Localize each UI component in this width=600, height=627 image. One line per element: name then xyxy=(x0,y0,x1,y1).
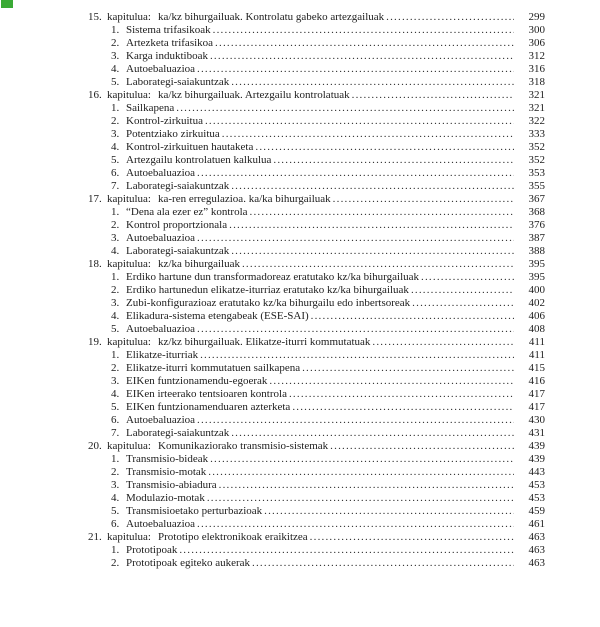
dot-leader xyxy=(289,388,514,401)
chapter-page-number: 463 xyxy=(528,531,545,543)
item-page-number: 439 xyxy=(528,453,545,465)
toc-chapter-row xyxy=(0,336,545,349)
toc-item-row xyxy=(0,557,545,570)
dot-leader xyxy=(333,193,514,206)
toc-chapter-row xyxy=(0,193,545,206)
item-title: Karga induktiboak xyxy=(126,50,208,62)
item-number: 5. xyxy=(111,401,120,413)
item-page-number: 352 xyxy=(528,141,545,153)
item-page-number: 400 xyxy=(528,284,545,296)
item-title: Modulazio-motak xyxy=(126,492,205,504)
item-title: Transmisioetako perturbazioak xyxy=(126,505,263,517)
dot-leader xyxy=(210,50,514,63)
dot-leader xyxy=(197,63,514,76)
item-page-number: 333 xyxy=(528,128,545,140)
toc-item-row xyxy=(0,297,545,310)
item-number: 1. xyxy=(111,102,120,114)
toc-item-row xyxy=(0,50,545,63)
item-title: Elikatze-iturriak xyxy=(126,349,199,361)
toc-item-row xyxy=(0,544,545,557)
toc-item-row xyxy=(0,518,545,531)
item-page-number: 387 xyxy=(528,232,545,244)
toc-item-row xyxy=(0,219,545,232)
item-page-number: 353 xyxy=(528,167,545,179)
toc-item-row xyxy=(0,141,545,154)
item-number: 1. xyxy=(111,271,120,283)
toc-item-row xyxy=(0,284,545,297)
item-number: 2. xyxy=(111,362,120,374)
item-number: 2. xyxy=(111,284,120,296)
dot-leader xyxy=(352,89,514,102)
item-page-number: 352 xyxy=(528,154,545,166)
dot-leader xyxy=(311,310,514,323)
item-number: 1. xyxy=(111,453,120,465)
item-page-number: 368 xyxy=(528,206,545,218)
item-title: Artezgailu kontrolatuen kalkulua xyxy=(126,154,272,166)
dot-leader xyxy=(386,11,514,24)
item-title: Laborategi-saiakuntzak xyxy=(126,180,230,192)
item-page-number: 355 xyxy=(528,180,545,192)
toc-item-row xyxy=(0,362,545,375)
item-title: EIKen funtzionamendu-egoerak xyxy=(126,375,268,387)
item-title: Transmisio-bideak xyxy=(126,453,209,465)
item-page-number: 312 xyxy=(528,50,545,62)
toc-item-row xyxy=(0,76,545,89)
chapter-kapitulua-label: kapitulua: xyxy=(107,258,151,270)
dot-leader xyxy=(269,375,514,388)
item-number: 5. xyxy=(111,505,120,517)
item-title: Prototipoak egiteko aukerak xyxy=(126,557,251,569)
item-title: Elikadura-sistema etengabeak (ESE-SAI) xyxy=(126,310,309,322)
toc-item-row xyxy=(0,102,545,115)
item-number: 5. xyxy=(111,323,120,335)
item-page-number: 417 xyxy=(528,388,545,400)
item-page-number: 417 xyxy=(528,401,545,413)
toc-item-row xyxy=(0,375,545,388)
toc-item-row xyxy=(0,206,545,219)
item-number: 3. xyxy=(111,50,120,62)
dot-leader xyxy=(273,154,514,167)
item-title: Autoebaluazioa xyxy=(126,414,196,426)
item-number: 7. xyxy=(111,180,120,192)
item-page-number: 321 xyxy=(528,102,545,114)
item-title: Kontrol-zirkuitua xyxy=(126,115,203,127)
item-page-number: 300 xyxy=(528,24,545,36)
toc-item-row xyxy=(0,245,545,258)
dot-leader xyxy=(231,245,514,258)
dot-leader xyxy=(411,284,514,297)
item-title: “Dena ala ezer ez” kontrola xyxy=(126,206,248,218)
toc-item-row xyxy=(0,427,545,440)
dot-leader xyxy=(250,206,514,219)
chapter-kapitulua-label: kapitulua: xyxy=(107,11,151,23)
dot-leader xyxy=(215,37,514,50)
toc-item-row xyxy=(0,492,545,505)
item-number: 1. xyxy=(111,206,120,218)
item-page-number: 416 xyxy=(528,375,545,387)
item-title: Artezketa trifasikoa xyxy=(126,37,214,49)
dot-leader xyxy=(372,336,514,349)
dot-leader xyxy=(197,323,514,336)
item-title: Autoebaluazioa xyxy=(126,63,196,75)
dot-leader xyxy=(205,115,514,128)
dot-leader xyxy=(200,349,514,362)
chapter-number: 16. xyxy=(88,89,102,101)
dot-leader xyxy=(213,24,514,37)
dot-leader xyxy=(207,492,514,505)
item-title: EIKen irteerako tentsioaren kontrola xyxy=(126,388,287,400)
item-number: 2. xyxy=(111,557,120,569)
toc-item-row xyxy=(0,310,545,323)
toc-item-row xyxy=(0,323,545,336)
item-title: EIKen funtzionamenduaren azterketa xyxy=(126,401,291,413)
item-number: 4. xyxy=(111,245,120,257)
dot-leader xyxy=(231,427,514,440)
dot-leader xyxy=(222,128,514,141)
item-title: Autoebaluazioa xyxy=(126,232,196,244)
item-title: Erdiko hartune dun transformadoreaz eratutako kz/ka bihurgailuak xyxy=(126,271,420,283)
item-page-number: 463 xyxy=(528,544,545,556)
toc-item-row xyxy=(0,128,545,141)
chapter-page-number: 411 xyxy=(528,336,545,348)
item-number: 4. xyxy=(111,141,120,153)
item-title: Autoebaluazioa xyxy=(126,323,196,335)
item-number: 4. xyxy=(111,63,120,75)
chapter-number: 21. xyxy=(88,531,102,543)
toc-item-row xyxy=(0,466,545,479)
toc-item-row xyxy=(0,271,545,284)
toc-item-row xyxy=(0,167,545,180)
toc-item-row xyxy=(0,349,545,362)
toc-chapter-row xyxy=(0,531,545,544)
toc-item-row xyxy=(0,154,545,167)
item-title: Autoebaluazioa xyxy=(126,167,196,179)
chapter-kapitulua-label: kapitulua: xyxy=(107,193,151,205)
item-number: 5. xyxy=(111,76,120,88)
item-number: 2. xyxy=(111,37,120,49)
toc-item-row xyxy=(0,232,545,245)
chapter-number: 20. xyxy=(88,440,102,452)
item-page-number: 431 xyxy=(528,427,545,439)
toc-item-row xyxy=(0,388,545,401)
item-title: Elikatze-iturri kommutatuen sailkapena xyxy=(126,362,301,374)
item-number: 4. xyxy=(111,492,120,504)
item-number: 1. xyxy=(111,544,120,556)
item-page-number: 430 xyxy=(528,414,545,426)
chapter-number: 17. xyxy=(88,193,102,205)
item-number: 1. xyxy=(111,349,120,361)
dot-leader xyxy=(208,466,514,479)
item-number: 7. xyxy=(111,427,120,439)
item-title: Sistema trifasikoak xyxy=(126,24,211,36)
dot-leader xyxy=(179,544,514,557)
item-page-number: 406 xyxy=(528,310,545,322)
item-title: Transmisio-abiadura xyxy=(126,479,217,491)
dot-leader xyxy=(421,271,514,284)
item-number: 2. xyxy=(111,115,120,127)
item-number: 5. xyxy=(111,154,120,166)
item-number: 3. xyxy=(111,479,120,491)
dot-leader xyxy=(302,362,514,375)
chapter-title: kz/ka bihurgailuak xyxy=(158,258,240,270)
item-title: Kontrol-zirkuituen hautaketa xyxy=(126,141,254,153)
item-page-number: 453 xyxy=(528,492,545,504)
item-page-number: 322 xyxy=(528,115,545,127)
item-number: 4. xyxy=(111,310,120,322)
item-title: Sailkapena xyxy=(126,102,175,114)
item-page-number: 408 xyxy=(528,323,545,335)
item-number: 2. xyxy=(111,219,120,231)
corner-marker xyxy=(1,0,13,8)
item-title: Kontrol proportzionala xyxy=(126,219,228,231)
chapter-title: ka/kz bihurgailuak. Artezgailu kontrolatuak xyxy=(158,89,350,101)
chapter-page-number: 439 xyxy=(528,440,545,452)
dot-leader xyxy=(197,518,514,531)
item-number: 6. xyxy=(111,414,120,426)
chapter-kapitulua-label: kapitulua: xyxy=(107,336,151,348)
dot-leader xyxy=(231,180,514,193)
dot-leader xyxy=(242,258,514,271)
toc-item-row xyxy=(0,180,545,193)
dot-leader xyxy=(264,505,514,518)
item-number: 3. xyxy=(111,232,120,244)
dot-leader xyxy=(197,414,514,427)
chapter-title: ka-ren erregulazioa. ka/ka bihurgailuak xyxy=(158,193,331,205)
item-page-number: 376 xyxy=(528,219,545,231)
item-number: 1. xyxy=(111,24,120,36)
chapter-page-number: 367 xyxy=(528,193,545,205)
item-number: 3. xyxy=(111,297,120,309)
dot-leader xyxy=(330,440,514,453)
item-page-number: 453 xyxy=(528,479,545,491)
toc-item-row xyxy=(0,505,545,518)
item-title: Potentziako zirkuitua xyxy=(126,128,220,140)
item-page-number: 395 xyxy=(528,271,545,283)
item-page-number: 459 xyxy=(528,505,545,517)
item-number: 3. xyxy=(111,375,120,387)
toc-chapter-row xyxy=(0,440,545,453)
toc-item-row xyxy=(0,414,545,427)
toc-item-row xyxy=(0,401,545,414)
item-page-number: 463 xyxy=(528,557,545,569)
dot-leader xyxy=(255,141,514,154)
toc-item-row xyxy=(0,63,545,76)
chapter-title: Komunikaziorako transmisio-sistemak xyxy=(158,440,329,452)
item-number: 4. xyxy=(111,388,120,400)
item-title: Erdiko hartunedun elikatze-iturriaz eratutako kz/ka bihurgailuak xyxy=(126,284,409,296)
item-page-number: 402 xyxy=(528,297,545,309)
chapter-kapitulua-label: kapitulua: xyxy=(107,440,151,452)
item-title: Autoebaluazioa xyxy=(126,518,196,530)
item-number: 6. xyxy=(111,167,120,179)
dot-leader xyxy=(252,557,514,570)
dot-leader xyxy=(197,167,514,180)
toc-chapter-row xyxy=(0,11,545,24)
dot-leader xyxy=(292,401,514,414)
toc-item-row xyxy=(0,115,545,128)
chapter-title: ka/kz bihurgailuak. Kontrolatu gabeko artezgailuak xyxy=(158,11,385,23)
chapter-number: 19. xyxy=(88,336,102,348)
toc-item-row xyxy=(0,479,545,492)
item-title: Laborategi-saiakuntzak xyxy=(126,76,230,88)
chapter-title: Prototipo elektronikoak eraikitzea xyxy=(158,531,308,543)
dot-leader xyxy=(310,531,514,544)
dot-leader xyxy=(197,232,514,245)
item-page-number: 318 xyxy=(528,76,545,88)
toc-item-row xyxy=(0,37,545,50)
chapter-page-number: 299 xyxy=(528,11,545,23)
dot-leader xyxy=(231,76,514,89)
item-page-number: 306 xyxy=(528,37,545,49)
chapter-number: 15. xyxy=(88,11,102,23)
item-page-number: 415 xyxy=(528,362,545,374)
item-page-number: 443 xyxy=(528,466,545,478)
item-page-number: 461 xyxy=(528,518,545,530)
chapter-kapitulua-label: kapitulua: xyxy=(107,89,151,101)
toc-item-row xyxy=(0,24,545,37)
item-page-number: 388 xyxy=(528,245,545,257)
chapter-title: kz/kz bihurgailuak. Elikatze-iturri kommutatuak xyxy=(158,336,371,348)
toc-chapter-row xyxy=(0,258,545,271)
item-number: 2. xyxy=(111,466,120,478)
item-number: 6. xyxy=(111,518,120,530)
chapter-page-number: 321 xyxy=(528,89,545,101)
toc-chapter-row xyxy=(0,89,545,102)
chapter-page-number: 395 xyxy=(528,258,545,270)
item-number: 3. xyxy=(111,128,120,140)
item-title: Prototipoak xyxy=(126,544,178,556)
item-title: Transmisio-motak xyxy=(126,466,207,478)
toc-item-row xyxy=(0,453,545,466)
item-page-number: 411 xyxy=(528,349,545,361)
dot-leader xyxy=(219,479,514,492)
item-page-number: 316 xyxy=(528,63,545,75)
dot-leader xyxy=(176,102,514,115)
chapter-number: 18. xyxy=(88,258,102,270)
item-title: Laborategi-saiakuntzak xyxy=(126,245,230,257)
item-title: Laborategi-saiakuntzak xyxy=(126,427,230,439)
dot-leader xyxy=(229,219,514,232)
item-title: Zubi-konfigurazioaz eratutako kz/ka bihurgailu edo inbertsoreak xyxy=(126,297,411,309)
dot-leader xyxy=(210,453,514,466)
dot-leader xyxy=(412,297,514,310)
chapter-kapitulua-label: kapitulua: xyxy=(107,531,151,543)
